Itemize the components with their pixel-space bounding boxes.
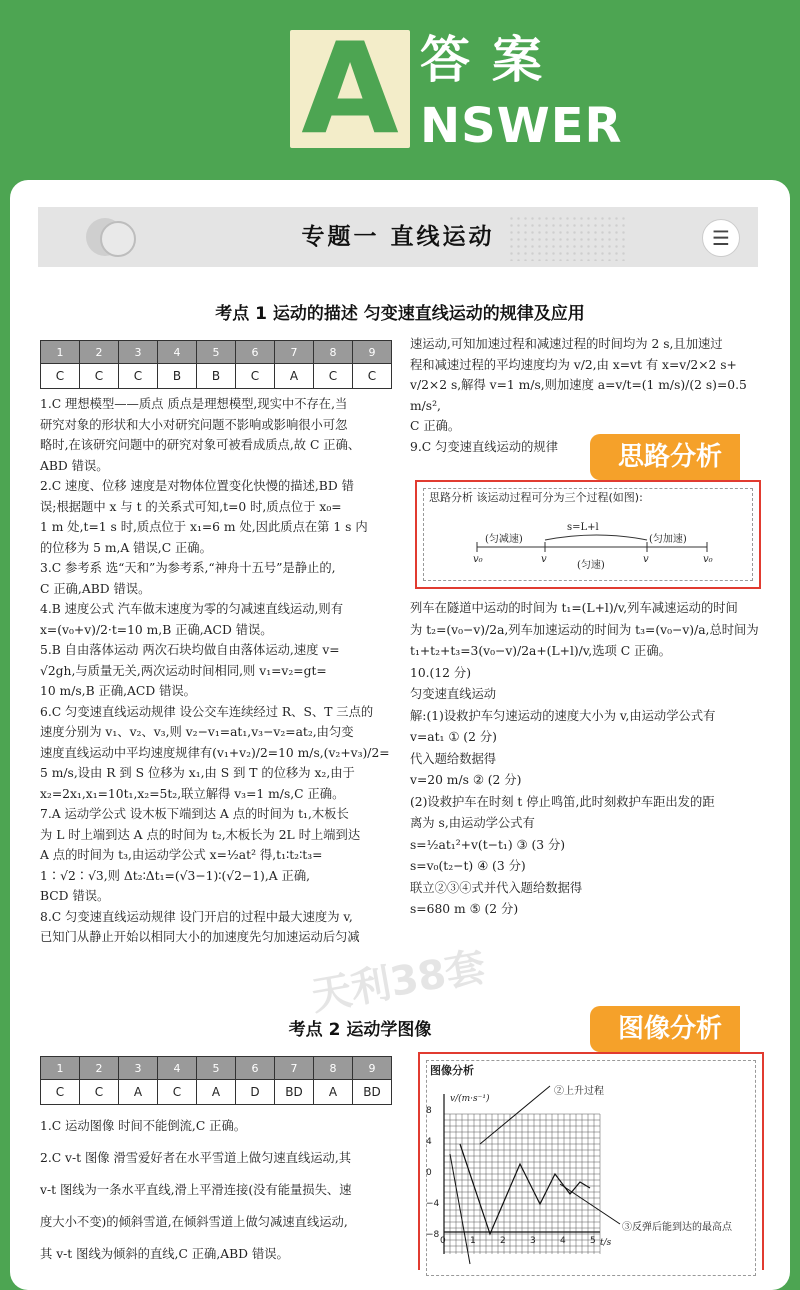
text-line: 代入题给数据得 [410,751,497,766]
question-number: 4 [158,341,197,364]
answer-choice: B [158,364,197,389]
text-line: 列车在隧道中运动的时间为 t₁=(L+l)/v,列车减速运动的时间 [410,601,738,615]
text-line: 解:(1)设救护车匀速运动的速度大小为 v,由运动学公式有 [410,708,716,723]
graph-title: 图像分析 [430,1064,474,1077]
text-line: 5.B 自由落体运动 两次石块均做自由落体运动,速度 v= [40,643,340,657]
x-tick-label: 5 [590,1236,596,1246]
question-number: 3 [119,1057,158,1080]
text-line: BCD 错误。 [40,889,110,903]
watermark: 天利38套 [307,944,489,1020]
answer-choice: B [197,364,236,389]
label-v0-start: v₀ [473,554,483,565]
question-number: 1 [41,341,80,364]
analysis-box-1 [415,480,761,589]
question-number: 7 [275,341,314,364]
text-line: 为 t₂=(v₀−v)/2a,列车加速运动的时间为 t₃=(v₀−v)/a,总时间为 [410,622,759,637]
text-line: 速度分别为 v₁、v₂、v₃,则 v₂−v₁=at₁,v₃−v₂=at₂,由匀变 [40,725,354,739]
text-line: 10 m/s,B 正确,ACD 错误。 [40,684,196,698]
answer-choice: C [353,364,392,389]
analysis-tag-2: 图像分析 [590,1006,740,1052]
motion-diagram [417,482,759,587]
segment-uniform: (匀速) [577,560,605,571]
text-line: 度大小不变)的倾斜雪道,在倾斜雪道上做匀减速直线运动, [40,1215,348,1229]
right-column-2 [410,598,760,921]
text-line: v=at₁ ① (2 分) [410,730,497,744]
text-line: 离为 s,由运动学公式有 [410,816,535,830]
answer-choice: A [275,364,314,389]
text-line: C 正确。 [410,419,461,433]
question-number: 8 [314,341,353,364]
text-line: 速度直线运动中平均速度规律有(v₁+v₂)/2=10 m/s,(v₂+v₃)/2= [40,745,390,760]
answer-choice: C [80,1080,119,1105]
answer-title: 答案 [420,31,564,89]
x-axis-label: t/s [600,1238,612,1248]
x-tick-label: 2 [500,1236,506,1246]
label-v0-end: v₀ [703,554,713,565]
question-number: 1 [41,1057,80,1080]
text-line: 5 m/s,设由 R 到 S 位移为 x₁,由 S 到 T 的位移为 x₂,由于 [40,766,355,780]
text-line: 1∶√2∶√3,则 Δt₂∶Δt₁=(√3−1)∶(√2−1),A 正确, [40,868,311,883]
y-tick-label: −4 [426,1199,440,1209]
y-tick-label: −8 [426,1230,440,1240]
answer-choice: A [119,1080,158,1105]
question-number: 6 [236,1057,275,1080]
text-line: C 正确,ABD 错误。 [40,581,151,596]
text-line: 3.C 参考系 选“天和”为参考系,“神舟十五号”是静止的, [40,561,336,575]
question-number: 2 [80,1057,119,1080]
text-line: 联立②③④式并代入题给数据得 [410,880,583,895]
text-line: 速运动,可知加速过程和减速过程的时间均为 2 s,且加速过 [410,337,723,351]
answer-table-1 [40,340,392,389]
text-line: 误;根据题中 x 与 t 的关系式可知,t=0 时,质点位于 x₀= [40,499,342,514]
section2-title: 考点 2 运动学图像 [288,1020,432,1040]
analysis-title: 思路分析 该运动过程可分为三个过程(如图): [429,491,643,504]
text-line: 6.C 匀变速直线运动规律 设公交车连续经过 R、S、T 三点的 [40,704,374,719]
y-axis-label: v/(m·s⁻¹) [450,1094,490,1104]
left-column-2 [40,1110,390,1270]
text-line: s=v₀(t₂−t) ④ (3 分) [410,859,526,873]
text-line: v-t 图线为一条水平直线,滑上平滑连接(没有能量损失、速 [40,1183,352,1197]
answer-subtitle: NSWER [420,98,623,154]
text-line: 7.A 运动学公式 设木板下端到达 A 点的时间为 t₁,木板长 [40,807,349,821]
text-line: 其 v-t 图线为倾斜的直线,C 正确,ABD 错误。 [40,1247,289,1261]
question-number: 8 [314,1057,353,1080]
answer-choice: C [80,364,119,389]
topic-banner [38,207,758,267]
question-number: 4 [158,1057,197,1080]
annotation-ascend: ②上升过程 [554,1086,604,1097]
answer-choice: BD [353,1080,392,1105]
text-line: (2)设救护车在时刻 t 停止鸣笛,此时刻救护车距出发的距 [410,794,715,809]
answer-choice: BD [275,1080,314,1105]
question-number: 9 [353,341,392,364]
text-line: 10.(12 分) [410,665,472,680]
label-v-1: v [541,554,547,565]
topic-title: 专题一 直线运动 [301,224,495,250]
text-line: t₁+t₂+t₃=3(v₀−v)/2a+(L+l)/v,选项 C 正确。 [410,644,671,658]
text-line: x₂=2x₁,x₁=10t₁,x₂=5t₂,联立解得 v₃=1 m/s,C 正确。 [40,786,345,801]
annotation-highest: ③反弹后能到达的最高点 [622,1222,732,1233]
question-number: 6 [236,341,275,364]
text-line: 4.B 速度公式 汽车做末速度为零的匀减速直线运动,则有 [40,602,344,616]
question-number: 5 [197,1057,236,1080]
question-number: 7 [275,1057,314,1080]
x-tick-label: 1 [470,1236,476,1246]
answer-table-2 [40,1056,392,1105]
answer-header [0,0,800,185]
text-line: 9.C 匀变速直线运动的规律 [410,439,559,454]
text-line: 1 m 处,t=1 s 时,质点位于 x₁=6 m 处,因此质点在第 1 s 内 [40,520,368,534]
x-tick-label: 3 [530,1236,536,1246]
segment-decel: (匀减速) [485,534,523,545]
y-tick-label: 0 [426,1168,432,1178]
answer-choice: A [197,1080,236,1105]
segment-accel: (匀加速) [649,534,687,545]
answer-choice: D [236,1080,275,1105]
left-column-1 [40,394,390,948]
text-line: 的位移为 5 m,A 错误,C 正确。 [40,540,212,555]
answer-letter-box [290,15,410,162]
answer-choice: C [41,364,80,389]
answer-letter: A [301,15,399,162]
text-line: 程和减速过程的平均速度均为 v/2,由 x=vt 有 x=v/2×2 s+ [410,357,737,372]
graph-box [418,1052,764,1270]
answer-choice: C [41,1080,80,1105]
text-line: 已知门从静止开始以相同大小的加速度先匀加速运动后匀减 [40,930,360,944]
question-number: 2 [80,341,119,364]
section1-title: 考点 1 运动的描述 匀变速直线运动的规律及应用 [215,304,585,324]
text-line: 8.C 匀变速直线运动规律 设门开启的过程中最大速度为 v, [40,909,353,924]
text-line: √2gh,与质量无关,两次运动时间相同,则 v₁=v₂=gt= [40,663,327,678]
text-line: s=680 m ⑤ (2 分) [410,902,519,916]
answer-choice: C [158,1080,197,1105]
text-line: 为 L 时上端到达 A 点的时间为 t₂,木板长为 2L 时上端到达 [40,827,361,842]
text-line: 1.C 理想模型——质点 质点是理想模型,现实中不存在,当 [40,397,348,411]
text-line: ABD 错误。 [40,458,109,473]
text-line: 研究对象的形状和大小对研究问题不影响或影响很小可忽 [40,417,348,432]
answer-choice: C [119,364,158,389]
text-line: A 点的时间为 t₃,由运动学公式 x=½at² 得,t₁∶t₂∶t₃= [40,848,323,862]
text-line: 略时,在该研究问题中的研究对象可被看成质点,故 C 正确、 [40,438,361,452]
text-line: 匀变速直线运动 [410,687,497,701]
x-tick-label: 4 [560,1236,566,1246]
document-search-icon[interactable]: ☰ [702,219,740,257]
label-v-2: v [643,554,649,565]
y-tick-label: 8 [426,1106,432,1116]
text-line: 2.C 速度、位移 速度是对物体位置变化快慢的描述,BD 错 [40,479,354,493]
answer-choice: C [236,364,275,389]
question-number: 9 [353,1057,392,1080]
question-number: 5 [197,341,236,364]
text-line: v=20 m/s ② (2 分) [410,773,522,787]
text-line: x=(v₀+v)/2·t=10 m,B 正确,ACD 错误。 [40,622,273,637]
text-line: s=½at₁²+v(t−t₁) ③ (3 分) [410,837,566,852]
x-tick-label: 0 [440,1236,446,1246]
analysis-tag-1: 思路分析 [590,434,740,480]
text-line: v/2×2 s,解得 v=1 m/s,则加速度 a=v/t=(1 m/s)/(2 s)=0.5 m/s², [410,378,747,413]
question-number: 3 [119,341,158,364]
answer-choice: A [314,1080,353,1105]
y-tick-label: 4 [426,1137,432,1147]
text-line: 1.C 运动图像 时间不能倒流,C 正确。 [40,1119,247,1133]
text-line: 2.C v-t 图像 滑雪爱好者在水平雪道上做匀速直线运动,其 [40,1151,352,1165]
segment-length: s=L+l [567,522,599,533]
answer-choice: C [314,364,353,389]
